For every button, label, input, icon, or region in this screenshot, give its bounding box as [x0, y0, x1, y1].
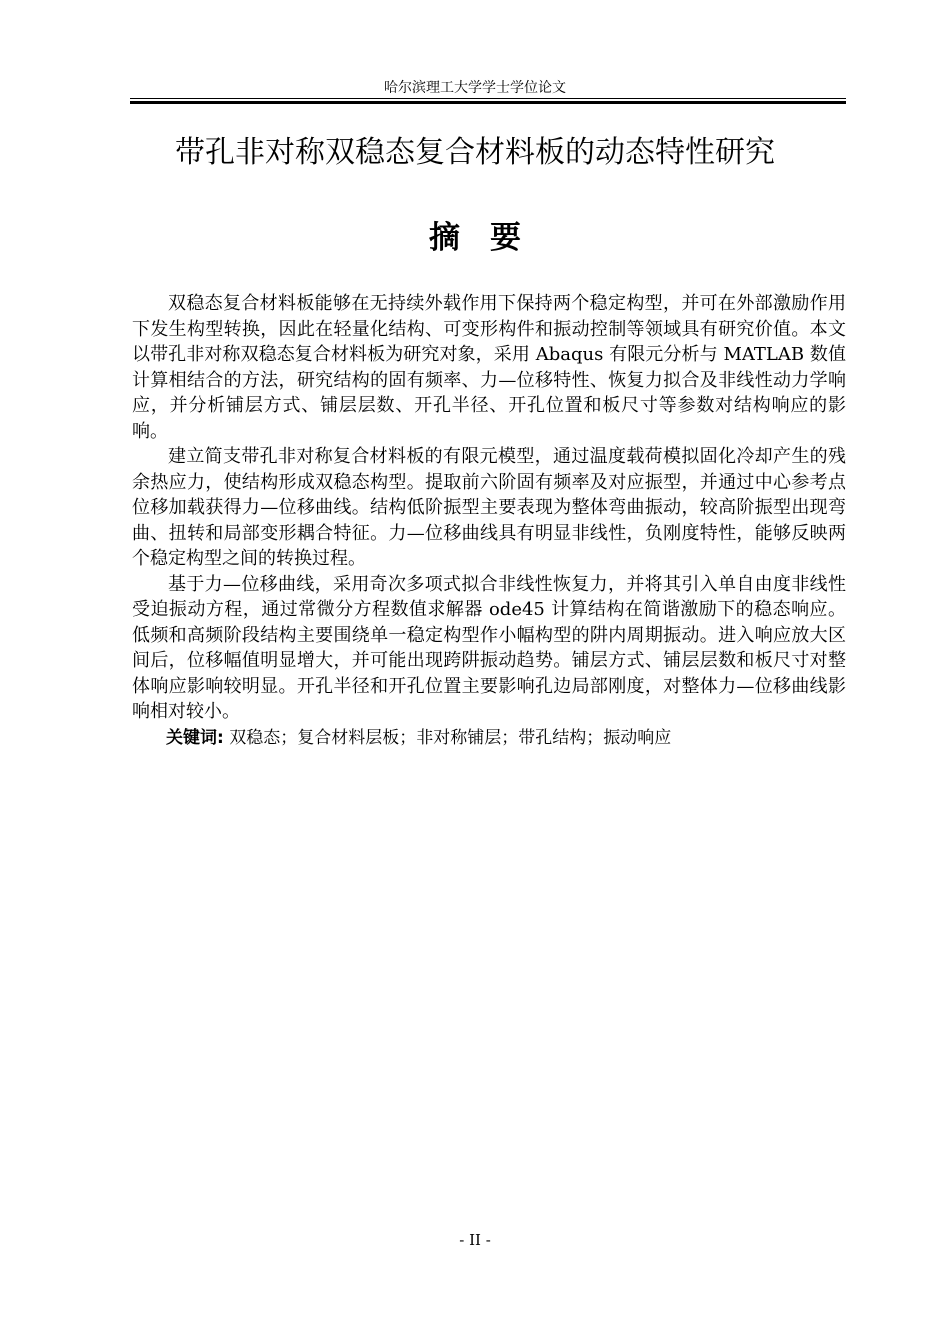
- keywords-label: 关键词:: [166, 727, 224, 748]
- abstract-heading: 摘要: [429, 220, 551, 256]
- header-rule-thick: [130, 101, 846, 104]
- running-header: 哈尔滨理工大学学士学位论文: [384, 80, 566, 96]
- page-number: - II -: [459, 1231, 491, 1249]
- abstract-paragraph-3: 基于力—位移曲线，采用奇次多项式拟合非线性恢复力，并将其引入单自由度非线性受迫振动方程，通过常微分方程数值求解器 ode45 计算结构在简谐激励下的稳态响应。低频和高频阶段结构主要围绕单一稳定构型作小幅构型的阱内周期振动。进入响应放大区间后，位移幅值明显增大，并可能出现跨阱振动趋势。铺层方式、铺层层数和板尺寸对整体响应影响较明显。开孔半径和开孔位置主要影响孔边局部刚度，对整体力—位移曲线影响相对较小。: [132, 573, 846, 722]
- keywords-text: 双稳态；复合材料层板；非对称铺层；带孔结构；振动响应: [229, 727, 672, 748]
- abstract-paragraph-1: 双稳态复合材料板能够在无持续外载作用下保持两个稳定构型，并可在外部激励作用下发生构型转换，因此在轻量化结构、可变形构件和振动控制等领域具有研究价值。本文以带孔非对称双稳态复合材料板为研究对象，采用 Abaqus 有限元分析与 MATLAB 数值计算相结合的方法，研究结构的固有频率、力—位移特性、恢复力拟合及非线性动力学响应，并分析铺层方式、铺层层数、开孔半径、开孔位置和板尺寸等参数对结构响应的影响。: [132, 293, 846, 442]
- abstract-body: [132, 291, 846, 751]
- abstract-paragraph-2: 建立简支带孔非对称复合材料板的有限元模型，通过温度载荷模拟固化冷却产生的残余热应力，使结构形成双稳态构型。提取前六阶固有频率及对应振型，并通过中心参考点位移加载获得力—位移曲线。结构低阶振型主要表现为整体弯曲振动，较高阶振型出现弯曲、扭转和局部变形耦合特征。力—位移曲线具有明显非线性，负刚度特性，能够反映两个稳定构型之间的转换过程。: [132, 446, 846, 569]
- thesis-title: 带孔非对称双稳态复合材料板的动态特性研究: [175, 135, 775, 170]
- header-rule-thin: [130, 98, 846, 99]
- keywords-line: [132, 725, 846, 751]
